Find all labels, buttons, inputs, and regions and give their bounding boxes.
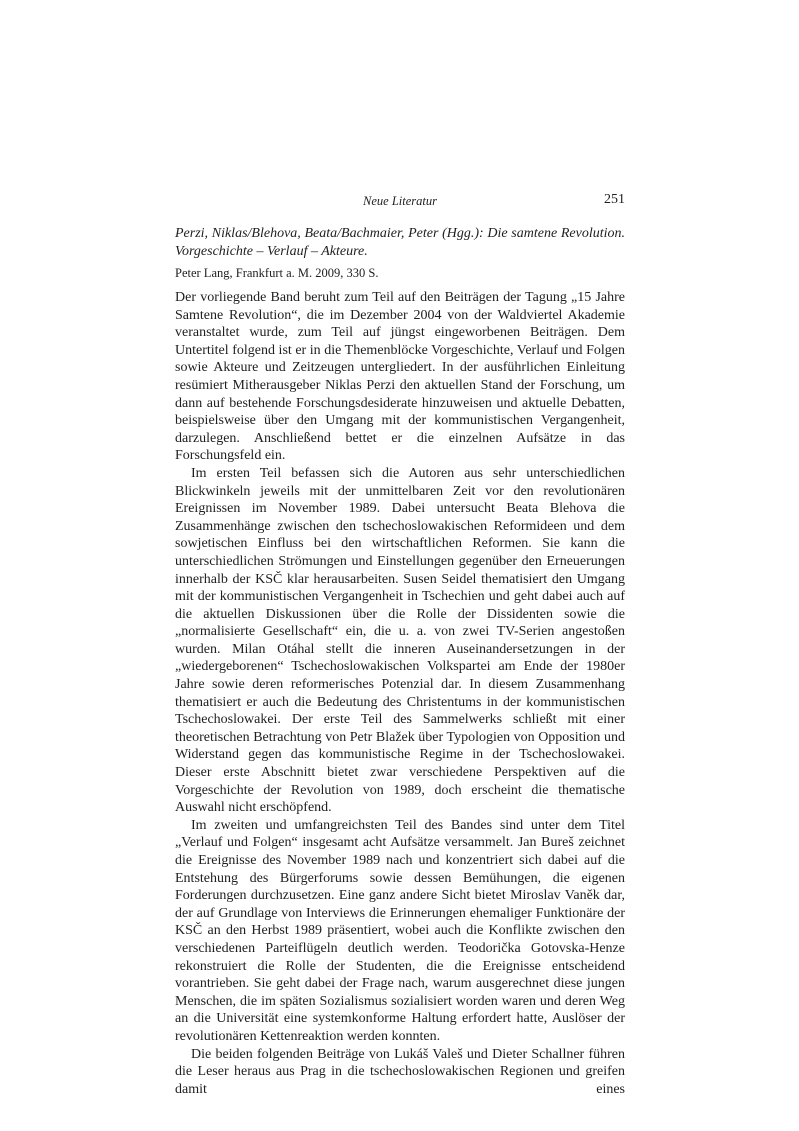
paragraph-1: Der vorliegende Band beruht zum Teil auf den Beiträgen der Tagung „15 Jahre Samtene Revolution“, die im Dezember 2004 von der Waldviertel Akademie veranstaltet wurde, zum Teil auf jüngst eingeworbenen Beiträgen. Dem Untertitel folgend ist er in die Themenblöcke Vorgeschichte, Verlauf und Folgen sowie Akteure und Zeitzeugen untergliedert. In der ausführlichen Einleitung resümiert Mitherausgeber Niklas Perzi den aktuellen Stand der Forschung, um dann auf bestehende Forschungsdesiderate hinzuweisen und aktuelle Debatten, beispielsweise über den Umgang mit der kommunistischen Vergangenheit, darzulegen. Anschließend bettet er die einzelnen Aufsätze in das Forschungsfeld ein. <box>175 290 625 464</box>
running-title: Neue Literatur <box>363 194 437 208</box>
publisher-info: Peter Lang, Frankfurt a. M. 2009, 330 S. <box>175 266 379 280</box>
bibliography-entry <box>175 225 625 281</box>
review-body <box>175 289 625 1098</box>
page-number: 251 <box>604 192 625 207</box>
paragraph-2: Im ersten Teil befassen sich die Autoren aus sehr unterschiedlichen Blickwinkeln jeweils mit der unmittelbaren Zeit vor den revolutionären Ereignissen im November 1989. Dabei untersucht Beata Blehova die Zusammenhänge zwischen den tschechoslowakischen Reformideen und dem sowjetischen Einfluss bei den wirtschaftlichen Reformen. Sie kann die unterschiedlichen Strömungen und Einstellungen gegenüber den Erneuerungen innerhalb der KSČ klar herausarbeiten. Susen Seidel thematisiert den Umgang mit der kommunistischen Vergangenheit in Tschechien und geht dabei auch auf die aktuellen Diskussionen über die Rolle der Dissidenten sowie die „normalisierte Gesellschaft“ ein, die u. a. von zwei TV-Serien angestoßen wurden. Milan Otáhal stellt die inneren Auseinandersetzungen in der „wiedergeborenen“ Tschechoslowakischen Volkspartei am Ende der 1980er Jahre sowie deren reformerisches Potenzial dar. In diesem Zusammenhang thematisiert er auch die Bedeutung des Christentums in der kommunistischen Tschechoslowakei. Der erste Teil des Sammelwerks schließt mit einer theoretischen Betrachtung von Petr Blažek über Typologien von Opposition und Widerstand gegen das kommunistische Regime in der Tschechoslowakei. Dieser erste Abschnitt bietet zwar verschiedene Perspektiven auf die Vorgeschichte der Revolution von 1989, doch erscheint die thematische Auswahl nicht erschöpfend. <box>175 465 625 816</box>
paragraph-3: Im zweiten und umfangreichsten Teil des Bandes sind unter dem Titel „Verlauf und Folgen“ insgesamt acht Aufsätze versammelt. Jan Bureš zeichnet die Ereignisse des November 1989 nach und konzentriert sich dabei auf die Entstehung des Bürgerforums sowie dessen Bemühungen, die eigenen Forderungen durchzusetzen. Eine ganz andere Sicht bietet Miroslav Vaněk dar, der auf Grundlage von Interviews die Erinnerungen ehemaliger Funktionäre der KSČ an den Herbst 1989 präsentiert, wobei auch die Konflikte zwischen den verschiedenen Parteiflügeln deutlich werden. Teodorička Gotovska-Henze rekonstruiert die Rolle der Studenten, die die Ereignisse entscheidend vorantrieben. Sie geht dabei der Frage nach, warum ausgerechnet diese jungen Menschen, die im späten Sozialismus sozialisiert worden waren und deren Weg an die Universität eine systemkonforme Haltung erfordert hatte, Auslöser der revolutionären Kettenreaktion werden konnten. <box>175 817 625 1044</box>
book-title: Perzi, Niklas/Blehova, Beata/Bachmaier, Peter (Hgg.): Die samtene Revolution. Vorgeschichte – Verlauf – Akteure. <box>175 226 625 259</box>
running-header <box>175 194 625 214</box>
paragraph-4: Die beiden folgenden Beiträge von Lukáš Valeš und Dieter Schallner führen die Leser heraus aus Prag in die tschechoslowakischen Regionen und greifen damit eines <box>175 1046 625 1097</box>
